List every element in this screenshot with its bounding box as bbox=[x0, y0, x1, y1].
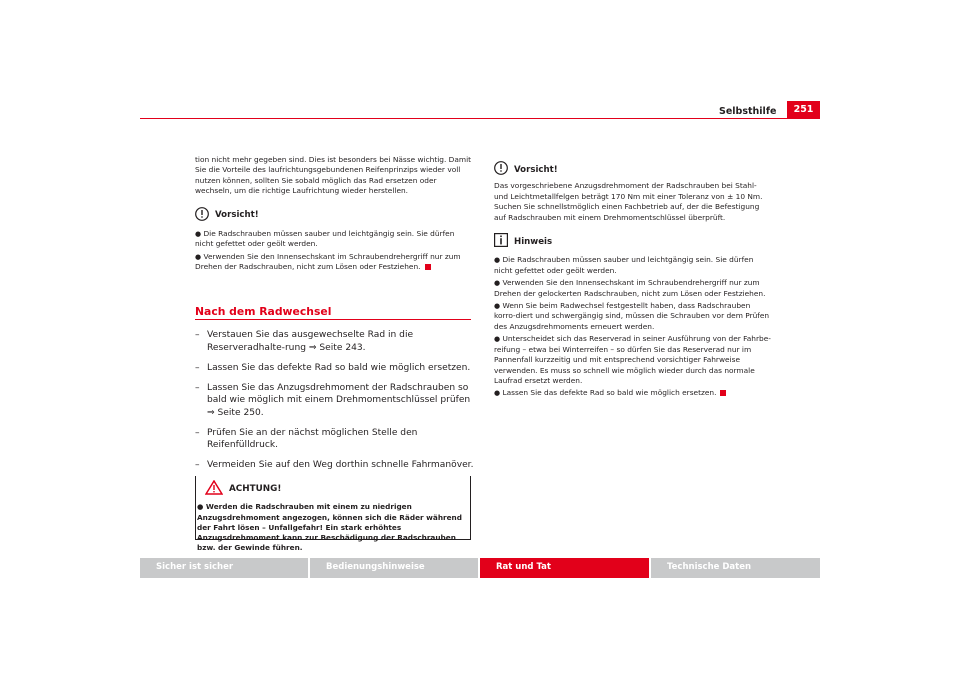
section-divider bbox=[195, 319, 471, 320]
section-title: Nach dem Radwechsel bbox=[195, 305, 332, 318]
right-column bbox=[494, 161, 772, 399]
caution-item: ● Die Radschrauben müssen sauber und leichtgängig sein. Sie dürfen nicht gefettet oder geölt werden. bbox=[195, 229, 455, 249]
header-divider bbox=[140, 118, 820, 119]
end-mark bbox=[425, 264, 431, 270]
warning-icon bbox=[205, 480, 223, 498]
caution-text: Das vorgeschriebene Anzugsdrehmoment der Radschrauben bei Stahl- und Leichtmetallfelgen beträgt 170 Nm mit einer Toleranz von ± 10 Nm. Suchen Sie schnellstmöglich einen Fachbetrieb auf, der die Befestigung auf Radschrauben mit einem Drehmomentschlüssel überprüft. bbox=[494, 181, 763, 222]
caution-item: ● Verwenden Sie den Innensechskant im Schraubendrehergriff nur zum Drehen der Radschrauben, nicht zum Lösen oder Festziehen. bbox=[195, 251, 461, 272]
hint-title: Hinweis bbox=[514, 236, 553, 247]
caution-icon bbox=[494, 161, 508, 178]
hint-heading bbox=[494, 233, 772, 250]
hint-item: ● Lassen Sie das defekte Rad so bald wie möglich ersetzen. bbox=[494, 386, 772, 398]
hint-item: ● Die Radschrauben müssen sauber und leichtgängig sein. Sie dürfen nicht gefettet oder geölt werden. bbox=[494, 255, 754, 275]
caution-title: Vorsicht! bbox=[514, 164, 558, 175]
warning-title: ACHTUNG! bbox=[229, 484, 282, 494]
hint-item: ● Verwenden Sie den Innensechskant im Schraubendrehergriff nur zum Drehen der gelockerten Radschrauben, nicht zum Lösen oder Festziehen. bbox=[494, 278, 766, 298]
list-item: – Vermeiden Sie auf den Weg dorthin schnelle Fahrmanöver. bbox=[195, 460, 474, 470]
warning-text: ● Werden die Radschrauben mit einem zu niedrigen Anzugsdrehmoment angezogen, können sich die Räder während der Fahrt lösen – Unfallgefahr! Ein stark erhöhtes Anzugsdrehmoment kann zur Beschädigung der Radschrauben bzw. der Gewinde führen. bbox=[197, 502, 462, 553]
caution-heading bbox=[195, 207, 475, 224]
warning-box bbox=[195, 476, 471, 553]
instruction-list bbox=[195, 329, 480, 479]
end-mark bbox=[720, 390, 726, 396]
list-item: – Verstauen Sie das ausgewechselte Rad in die Reserveradhalte-rung ⇒ Seite 243. bbox=[195, 330, 414, 353]
hint-item: ● Unterscheidet sich das Reserverad in seiner Ausführung von der Fahrbe-reifung – etwa bei Winterreifen – so dürfen Sie das Reserverad nur im Pannenfall kurzzeitig und mit entsprechend vorsichtiger Fahrweise verwenden. Es muss so schnell wie möglich wieder durch das normale Laufrad ersetzt werden. bbox=[494, 334, 771, 385]
footer-tab-bedienung[interactable]: Bedienungshinweise bbox=[310, 558, 478, 578]
left-column bbox=[195, 155, 475, 273]
page-header-title: Selbsthilfe bbox=[719, 106, 777, 117]
page-number: 251 bbox=[787, 101, 820, 118]
caution-title: Vorsicht! bbox=[215, 210, 259, 221]
warning-heading bbox=[205, 480, 470, 498]
caution-icon bbox=[195, 207, 209, 224]
list-item: – Lassen Sie das Anzugsdrehmoment der Radschrauben so bald wie möglich mit einem Drehmomentschlüssel prüfen ⇒ Seite 250. bbox=[195, 382, 471, 418]
list-item: – Prüfen Sie an der nächst möglichen Stelle den Reifenfülldruck. bbox=[195, 427, 418, 450]
intro-paragraph: tion nicht mehr gegeben sind. Dies ist besonders bei Nässe wichtig. Damit Sie die Vorteile des laufrichtungsgebundenen Reifenprinzips wieder voll nutzen können, sollten Sie sobald möglich das Rad ersetzen oder wechseln, um die richtige Laufrichtung wieder herstellen. bbox=[195, 155, 472, 196]
list-item: – Lassen Sie das defekte Rad so bald wie möglich ersetzen. bbox=[195, 362, 471, 373]
hint-item: ● Wenn Sie beim Radwechsel festgestellt haben, dass Radschrauben korro-diert und schwergängig sind, müssen die Schrauben vor dem Prüfen des Anzugsdrehmoments erneuert werden. bbox=[494, 301, 770, 331]
footer-tab-technische-daten[interactable]: Technische Daten bbox=[651, 558, 820, 578]
caution-heading bbox=[494, 161, 772, 178]
footer-tab-sicher[interactable]: Sicher ist sicher bbox=[140, 558, 308, 578]
info-icon bbox=[494, 233, 508, 250]
footer-tab-rat-und-tat[interactable]: Rat und Tat bbox=[480, 558, 649, 578]
